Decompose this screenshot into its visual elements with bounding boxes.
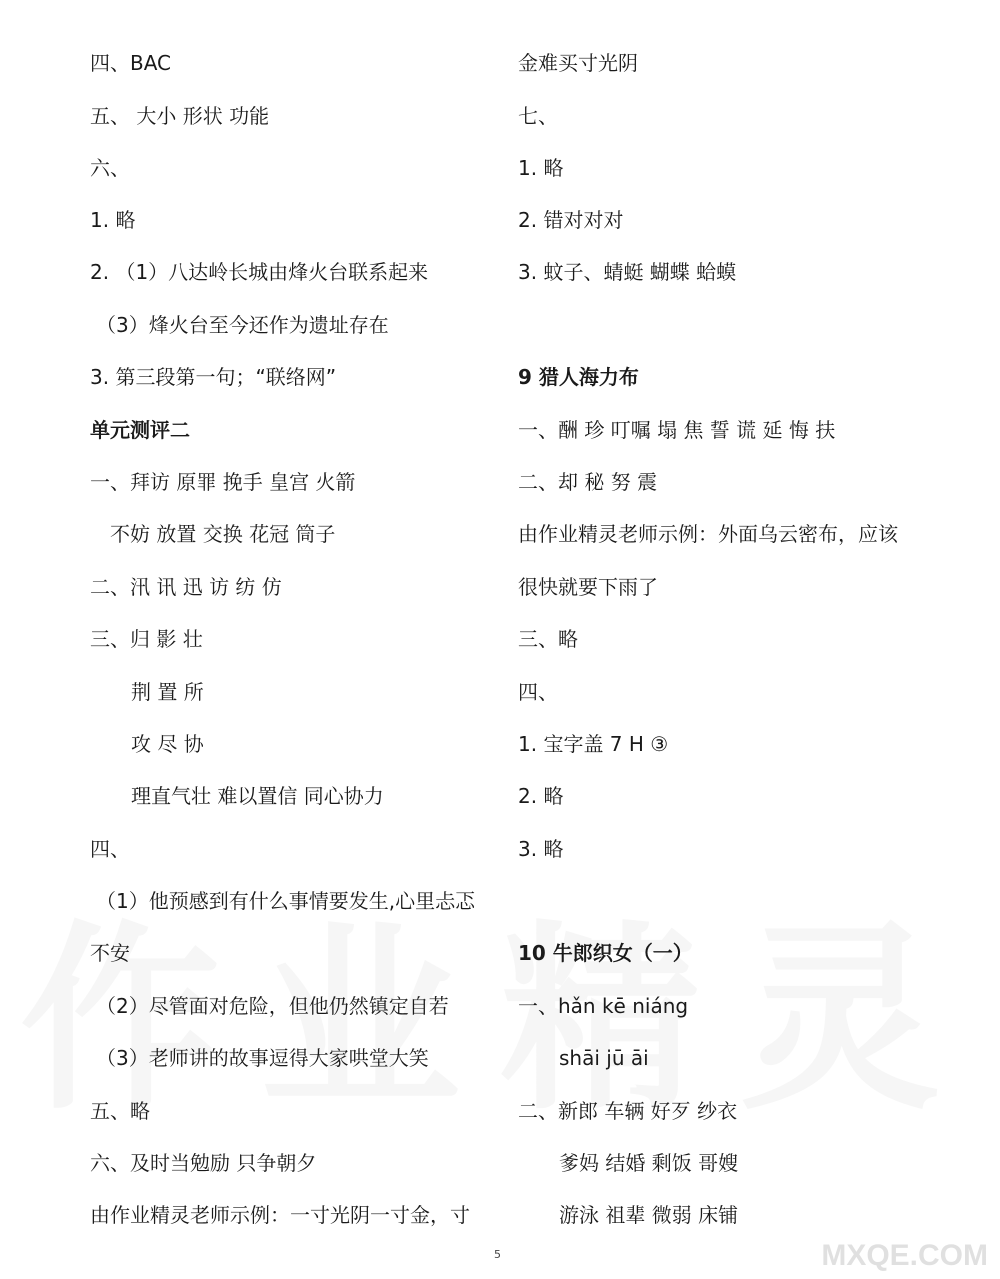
answer-line: 1. 宝字盖 7 H ③ <box>518 732 669 756</box>
answer-line: 四、 <box>518 680 558 704</box>
answer-line: shāi jū āi <box>559 1046 649 1070</box>
answer-line: 六、及时当勉励 只争朝夕 <box>90 1151 317 1175</box>
answer-line: 由作业精灵老师示例：外面乌云密布，应该 <box>518 522 898 546</box>
answer-line: 1. 略 <box>90 208 136 232</box>
answer-line: 四、BAC <box>90 51 172 75</box>
answer-line: 由作业精灵老师示例：一寸光阴一寸金，寸 <box>90 1203 470 1227</box>
answer-line: 一、酬 珍 叮嘱 塌 焦 誓 谎 延 悔 扶 <box>518 418 836 442</box>
answer-line: 七、 <box>518 104 558 128</box>
answer-line: 不妨 放置 交换 花冠 筒子 <box>110 522 336 546</box>
answer-line: 五、略 <box>90 1099 150 1123</box>
answer-line: 理直气壮 难以置信 同心协力 <box>131 784 384 808</box>
answer-line: 三、略 <box>518 627 578 651</box>
answer-line: 一、hǎn kē niáng <box>518 994 689 1018</box>
answer-line: 三、归 影 壮 <box>90 627 203 651</box>
answer-line: 一、拜访 原罪 挽手 皇宫 火箭 <box>90 470 356 494</box>
answer-line: 爹妈 结婚 剩饭 哥嫂 <box>559 1151 739 1175</box>
answer-line: （2）尽管面对危险，但他仍然镇定自若 <box>96 994 449 1018</box>
answer-line: 3. 第三段第一句；“联络网” <box>90 365 337 389</box>
answer-line: （3）老师讲的故事逗得大家哄堂大笑 <box>96 1046 429 1070</box>
answer-line: 金难买寸光阴 <box>518 51 638 75</box>
answer-line: 攻 尽 协 <box>131 732 204 756</box>
answer-line: 游泳 祖辈 微弱 床铺 <box>559 1203 739 1227</box>
answer-line: 3. 略 <box>518 837 564 861</box>
watermark-logo: MXQE.COM <box>821 1239 988 1272</box>
section-heading: 9 猎人海力布 <box>518 365 639 389</box>
answer-line: （3）烽火台至今还作为遗址存在 <box>96 313 389 337</box>
answer-line: 五、 大小 形状 功能 <box>90 104 270 128</box>
answer-line: 二、新郎 车辆 好歹 纱衣 <box>518 1099 738 1123</box>
answer-line: 2. （1）八达岭长城由烽火台联系起来 <box>90 260 429 284</box>
section-heading: 单元测评二 <box>90 418 190 442</box>
section-heading: 10 牛郎织女（一） <box>518 941 693 965</box>
answer-line: 不安 <box>90 941 130 965</box>
answer-line: 六、 <box>90 156 130 180</box>
answer-line: （1）他预感到有什么事情要发生,心里忐忑 <box>96 889 476 913</box>
answer-line: 四、 <box>90 837 130 861</box>
answer-line: 很快就要下雨了 <box>518 575 658 599</box>
answer-line: 3. 蚊子、蜻蜓 蝴蝶 蛤蟆 <box>518 260 737 284</box>
answer-line: 二、却 秘 努 震 <box>518 470 658 494</box>
answer-line: 1. 略 <box>518 156 564 180</box>
answer-line: 2. 略 <box>518 784 564 808</box>
answer-line: 二、汛 讯 迅 访 纺 仿 <box>90 575 282 599</box>
answer-line: 2. 错对对对 <box>518 208 624 232</box>
answer-line: 荆 置 所 <box>131 680 204 704</box>
page-number: 5 <box>494 1248 501 1261</box>
